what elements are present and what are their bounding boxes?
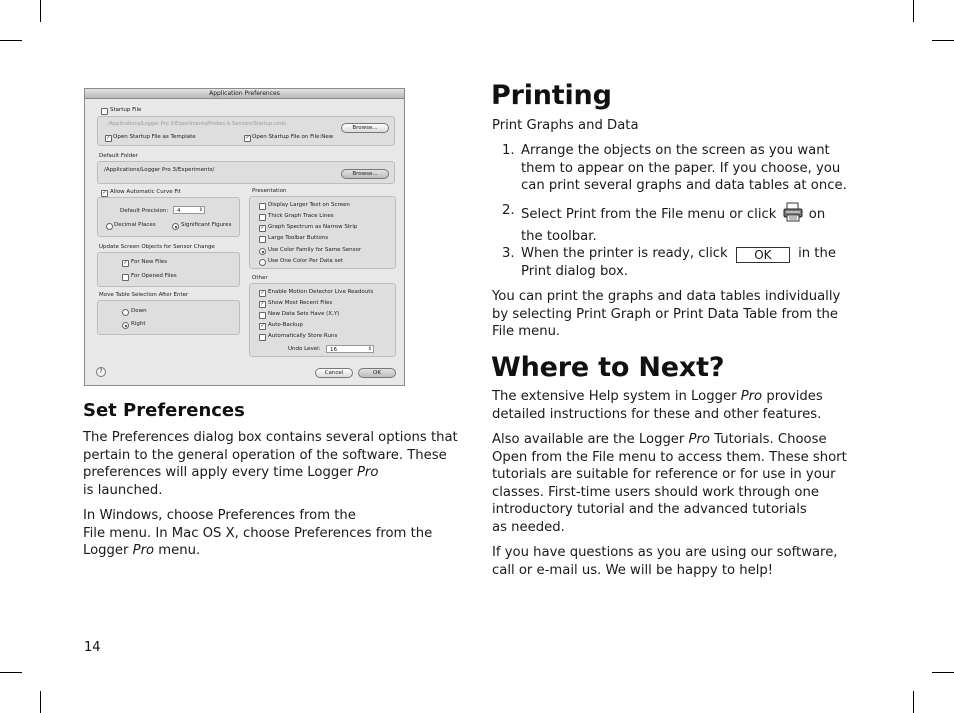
large-toolbar-checkbox[interactable] [259,236,266,243]
allow-curve-fit-label: Allow Automatic Curve Fit [110,189,181,195]
store-runs-checkbox[interactable] [259,334,266,341]
startup-file-checkbox[interactable] [101,108,108,115]
crop-mark [913,691,914,713]
other-item-label: Enable Motion Detector Live Readouts [268,289,374,295]
thick-trace-checkbox[interactable] [259,214,266,221]
preferences-paragraph [83,429,473,499]
text-line: preferences will apply every time Logger [83,465,357,481]
set-preferences-heading: Set Preferences [83,400,245,421]
text-line: call or e-mail us. We will be happy to help! [492,562,774,578]
folder-browse-button[interactable]: Browse... [341,169,389,179]
text-line: provides [762,389,823,404]
tutorials-paragraph [492,431,862,537]
startup-file-label: Startup File [110,107,142,113]
text-line: detailed instructions for these and other features. [492,406,822,422]
step-3-text [521,245,861,281]
text-line: Arrange the objects on the screen as you want [521,143,830,158]
step-1-text [521,142,861,195]
ok-button[interactable]: OK [358,368,396,378]
allow-curve-fit-checkbox[interactable] [101,190,108,197]
contact-paragraph [492,544,862,579]
for-opened-files-label: For Opened Files [131,273,177,279]
pro-italic: Pro [132,543,155,559]
undo-level-label: Undo Level: [288,346,321,352]
recent-files-checkbox[interactable] [259,301,266,308]
help-button[interactable] [96,367,106,377]
color-family-radio[interactable] [259,248,266,255]
down-label: Down [131,308,147,314]
page-number: 14 [84,640,101,655]
text-line: You can print the graphs and data tables individually [492,289,841,304]
text-line: as needed. [492,519,565,535]
for-new-files-checkbox[interactable] [122,260,129,267]
printing-intro: Print Graphs and Data [492,118,639,133]
startup-browse-button[interactable]: Browse... [341,123,389,133]
windows-mac-paragraph [83,507,473,560]
update-screen-group [97,252,240,287]
other-item-label: Show Most Recent Files [268,300,333,306]
for-new-files-label: For New Files [131,259,168,265]
open-on-new-checkbox[interactable] [244,135,251,142]
move-table-group [97,300,240,335]
auto-backup-checkbox[interactable] [259,323,266,330]
text-line: If you have questions as you are using our software, [492,545,838,560]
other-label: Other [252,275,268,281]
significant-figures-label: Significant Figures [181,222,232,228]
text-line: tutorials are suitable for reference or for use in your [492,467,836,483]
step-2-text [521,202,861,245]
pro-italic: Pro [740,389,763,404]
step-number: 3. [502,246,515,261]
crop-mark [932,672,954,673]
text-line: in the [798,246,836,261]
text-line: The extensive Help system in Logger [492,389,741,404]
text-line: them to appear on the paper. If you choose, you [521,160,841,176]
other-item-label: Automatically Store Runs [268,333,338,339]
pro-italic: Pro [356,465,379,481]
right-label: Right [131,321,146,327]
where-to-next-heading: Where to Next? [491,352,725,383]
text-line: classes. First-time users should work through one [492,484,819,500]
presentation-group [249,196,396,269]
text-line: menu. [154,543,201,559]
presentation-item-label: Thick Graph Trace Lines [268,213,334,219]
text-line: can print several graphs and data tables at once. [521,178,847,194]
crop-mark [0,672,22,673]
crop-mark [40,691,41,713]
decimal-places-label: Decimal Places [114,222,156,228]
crop-mark [40,0,41,22]
significant-figures-radio[interactable] [172,223,179,230]
printing-paragraph [492,288,862,341]
other-group [249,283,396,357]
printing-heading: Printing [491,80,612,111]
startup-path: /Applications/Logger Pro 3/Experiments/Probes & Sensors/Startup.cmbl [108,121,286,127]
stepper-icon: ⇕ [367,346,372,352]
default-precision-select[interactable] [173,206,205,214]
down-radio[interactable] [122,309,129,316]
other-item-label: New Data Sets Have (X,Y) [268,311,340,317]
presentation-item-label: Large Toolbar Buttons [268,235,329,241]
startup-file-group [97,116,395,146]
open-as-template-label: Open Startup File as Template [113,134,196,140]
text-line: the toolbar. [521,228,597,244]
cancel-button[interactable]: Cancel [315,368,353,378]
default-precision-label: Default Precision: [120,208,169,214]
crop-mark [932,40,954,41]
step-number: 2. [502,203,515,218]
default-folder-path: /Applications/Logger Pro 3/Experiments/ [104,167,215,173]
text-line: When the printer is ready, click [521,246,728,261]
presentation-item-label: Display Larger Text on Screen [268,202,350,208]
update-screen-label: Update Screen Objects for Sensor Change [99,244,215,250]
preferences-dialog-screenshot [84,88,405,386]
right-radio[interactable] [122,322,129,329]
text-line: introductory tutorial and the advanced tutorials [492,502,807,518]
dialog-title: Application Preferences [85,89,404,99]
move-table-label: Move Table Selection After Enter [99,292,189,298]
motion-detector-checkbox[interactable] [259,290,266,297]
text-line: on [808,207,826,222]
text-line: Select Print from the File menu or click [521,207,777,222]
text-line: Open from the File menu to access them. These short [492,449,847,465]
text-line: by selecting Print Graph or Print Data Table from the [492,306,839,322]
help-system-paragraph [492,388,862,423]
ok-button-illustration: OK [736,247,790,263]
text-line: Print dialog box. [521,264,628,279]
printer-icon [783,202,803,228]
default-folder-group [97,161,395,184]
help-icon: ? [99,368,103,375]
text-line: Logger [83,543,133,559]
presentation-label: Presentation [252,188,287,194]
for-opened-files-checkbox[interactable] [122,274,129,281]
crop-mark [0,40,22,41]
undo-level-select[interactable] [326,345,374,353]
default-precision-value: 4 [177,208,181,214]
presentation-item-label: Use Color Family for Same Sensor [268,247,362,253]
text-line: pertain to the general operation of the software. These [83,447,447,463]
larger-text-checkbox[interactable] [259,203,266,210]
one-color-radio[interactable] [259,259,266,266]
text-line: File menu. In Mac OS X, choose Preferences from the [83,525,433,541]
presentation-item-label: Use One Color Per Data set [268,258,343,264]
default-folder-label: Default Folder [99,153,138,159]
undo-level-value: 16 [330,347,337,353]
presentation-item-label: Graph Spectrum as Narrow Strip [268,224,358,230]
text-line: Also available are the Logger [492,432,689,447]
text-line: In Windows, choose Preferences from the [83,508,356,523]
open-on-new-label: Open Startup File on File:New [252,134,334,140]
pro-italic: Pro [688,432,710,447]
text-line: Tutorials. Choose [710,432,827,447]
decimal-places-radio[interactable] [106,223,113,230]
other-item-label: Auto-Backup [268,322,303,328]
step-number: 1. [502,143,515,158]
narrow-strip-checkbox[interactable] [259,225,266,232]
crop-mark [913,0,914,22]
open-as-template-checkbox[interactable] [105,135,112,142]
stepper-icon: ⇕ [198,207,203,213]
new-data-sets-checkbox[interactable] [259,312,266,319]
text-line: is launched. [83,482,163,498]
text-line: File menu. [492,324,561,340]
curve-fit-group [97,197,240,237]
text-line: The Preferences dialog box contains several options that [83,430,458,445]
